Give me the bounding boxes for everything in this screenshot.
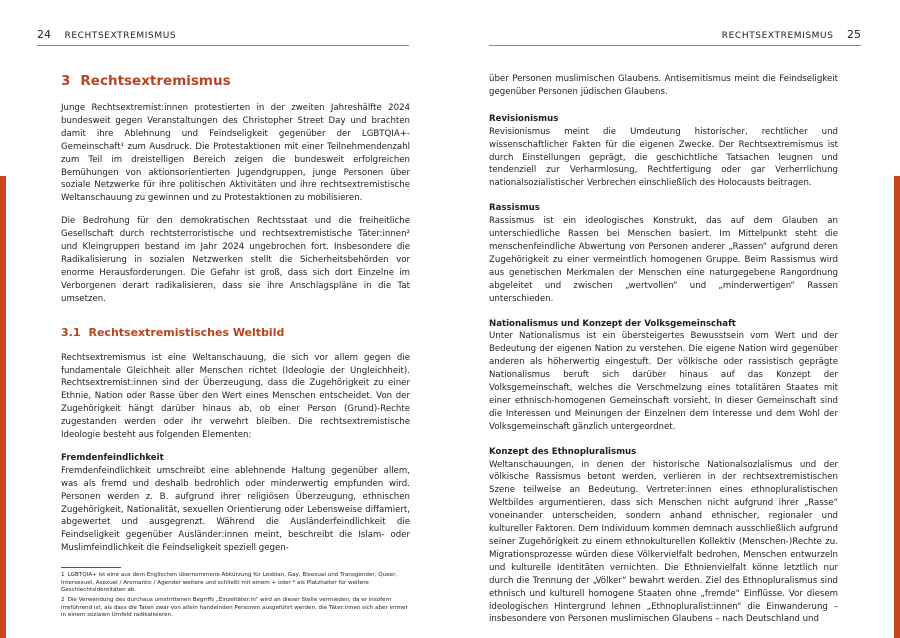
racism-block — [489, 202, 838, 305]
footnote-2 — [61, 597, 410, 620]
footnote-1 — [61, 572, 410, 595]
worldview-paragraph: Rechtsextremismus ist eine Weltanschauung, die sich vor allem gegen die fundamentale Gleichheit aller Menschen richtet (Ideologie der Ungleichheit). Rechtsextremist:innen sind der Überzeugung, dass die Zugehörigkeit zu einer Ethnie, Nation oder Rasse über den Wert eines Menschen entscheidet. Von der Zugehörigkeit hängt darüber hinaus ab, ob einer Person (Grund)-Rechte zugestanden werden oder ihr verwehrt bleiben. Die rechtsextremistische Ideologie besteht aus folgenden Elementen: — [61, 352, 410, 441]
threat-paragraph: Die Bedrohung für den demokratischen Rechtsstaat und die freiheitliche Gesellschaft durch rechtsterroristische und rechtsextremistische Täter:innen² und Kleingruppen bestand im Jahr 2024 ungebrochen fort. Insbesondere die Radikalisierung in sozialen Netzwerken stellt die Sicherheitsbehörden vor enorme Herausforderungen. Die Gefahr ist groß, dass sich dort Einzelne im Verborgenen derart radikalisieren, dass sie ihre Anschlagspläne in die Tat umsetzen. — [61, 216, 410, 304]
footnote-2-text: Die Verwendung des durchaus umstrittenen Begriffs „Einzeltäter:in“ wird an dieser Stelle vermieden, da er insofern irreführend ist, als dass die Taten zwar von allein handelnden Personen ausgeführt werden, die Täter:innen sich aber immer in einem sozialen Umfeld radikalisieren. — [61, 596, 408, 619]
left-running-title: RECHTSEXTREMISMUS — [64, 31, 177, 41]
footnote-separator — [61, 567, 121, 568]
racism-term: Rassismus — [489, 203, 540, 214]
nationalism-term: Nationalismus und Konzept der Volksgemeinschaft — [489, 318, 736, 329]
section-number: 3.1 — [61, 325, 81, 339]
right-page-number: 25 — [847, 28, 861, 41]
chapter-title: Rechtsextremismus — [80, 73, 231, 89]
revisionism-text: Revisionismus meint die Umdeutung historischer, rechtlicher und wissenschaftlicher Fakten für die eigenen Zwecke. Der Rechtsextremismus ist durch Einstellungen geprägt, die geschichtliche Tatsachen leugnen und tendenziell zur Verharmlosung, Rechtfertigung oder gar Verherrlichung nationalsozialistischer Verbrechen einschließlich des Holocausts beitragen. — [489, 126, 838, 189]
intro-paragraph: Junge Rechtsextremist:innen protestierten in der zweiten Jahreshälfte 2024 bundesweit gegen Veranstaltungen des Christopher Street Day und brachten damit ihre Ablehnung und Feindseligkeit gegenüber der LGBTQIA+-Gemeinschaft¹ zum Ausdruck. Die Protestaktionen mit einer Teilnehmendenzahl zum Teil im dreistelligen Bereich zeigen die bundesweit erfolgreichen Bemühungen von aktionsorientierten Jugendgruppen, junge Personen über soziale Netzwerke für ihre politischen Aktivitäten und ihre rechtsextremistische Weltanschauung zu gewinnen und zu Protestaktionen zu mobilisieren. — [61, 103, 410, 204]
continuation-paragraph: über Personen muslimischen Glaubens. Antisemitismus meint die Feindseligkeit gegenüber Personen jüdischen Glaubens. — [489, 74, 838, 97]
footnote-1-mark: 1 — [61, 572, 65, 579]
nationalism-text: Unter Nationalismus ist ein übersteigertes Bewusstsein vom Wert und der Bedeutung der eigenen Nation zu verstehen. Die eigene Nation wird gegenüber anderen als höherwertig eingestuft. Der völkische oder rassistisch geprägte Nationalismus beruft sich darüber hinaus auf das Konzept der Volksgemeinschaft, welches die Verschmelzung eines totalitären Staates mit einer ethnisch-homogenen Gemeinschaft vorsieht. In dieser Gemeinschaft sind die Interessen und Meinungen der Einzelnen dem Interesse und dem Wohl der Volksgemeinschaft gänzlich untergeordnet. — [489, 331, 838, 432]
left-page-number: 24 — [37, 28, 51, 41]
right-edge-accent-bar — [894, 176, 900, 638]
xenophobia-block — [61, 452, 410, 555]
right-page-body — [489, 73, 838, 638]
footnote-2-mark: 2 — [61, 596, 65, 603]
footnote-1-text: LGBTQIA+ ist eine aus dem Englischen übernommene Abkürzung für Lesbian, Gay, Bisexual und Transgender, Queer, Intersexuel, Asexuel / Aromantic / Agender weitere und schließt mit einem + oder * als Platzhalter für weitere Geschlechtsidentitäten ab. — [61, 572, 398, 594]
left-header-rule — [37, 45, 409, 46]
right-header-rule — [489, 45, 861, 46]
right-page-header — [489, 28, 861, 44]
ethnopluralism-block — [489, 446, 838, 627]
revisionism-term: Revisionismus — [489, 113, 559, 124]
ethnopluralism-term: Konzept des Ethnopluralismus — [489, 446, 637, 457]
left-page-header — [37, 28, 409, 44]
xenophobia-term: Fremdenfeindlichkeit — [61, 452, 164, 463]
xenophobia-text: Fremdenfeindlichkeit umschreibt eine ablehnende Haltung gegenüber allem, was als fremd und deshalb bedrohlich oder minderwertig empfunden wird. Personen werden z. B. aufgrund ihrer religiösen Überzeugung, ethnischen Zugehörigkeit, Nationalität, sexuellen Orientierung oder Lebensweise diffamiert, abgewertet und ausgegrenzt. Während die Ausländerfeindlichkeit die Feindseligkeit gegenüber Ausländer:innen meint, beschreibt die Islam- oder Muslimfeindlichkeit die Feindseligkeit speziell gegen- — [61, 465, 410, 554]
section-title: Rechtsextremistisches Weltbild — [88, 325, 285, 339]
left-page-body — [61, 72, 410, 622]
racism-text: Rassismus ist ein ideologisches Konstrukt, das auf dem Glauben an unterschiedliche Rassen bei Menschen basiert. Im Mittelpunkt steht die menschenfeindliche Abwertung von Personen anderer „Rassen“ aufgrund deren Zugehörigkeit zu einer vermeintlich homogenen Gruppe. Beim Rassismus wird aus genetischen Merkmalen der Menschen eine naturgegebene Rangordnung abgeleitet und zwischen „wertvollen“ und „minderwertigen“ Rassen unterschieden. — [489, 216, 838, 304]
ethnopluralism-text: Weltanschauungen, in denen der historische Nationalsozialismus und der völkische Rassismus betont werden, verlieren in der rechtsextremistischen Szene teilweise an Bedeutung. Vertreter:innen eines ethnopluralistischen Weltbildes argumentieren, dass sich Menschen nicht aufgrund ihrer „Rasse“ voneinander unterscheiden, sondern anhand ethnischer, regionaler und kultureller Faktoren. Dem Individuum kommen demnach ausschließlich aufgrund seiner Zugehörigkeit zu einem ethnokulturellen Kollektiv (Menschen-)Rechte zu. Migrationsprozesse würden diese Völkervielfalt bedrohen, Menschen entwurzeln und kulturelle Identitäten vernichten. Die Ethnienvielfalt könne letztlich nur durch die Trennung der „Völker“ bewahrt werden. Ziel des Ethnopluralismus sind ethnisch und kulturell homogene Staaten ohne „fremde“ Einflüsse. Vor diesem ideologischen Hintergrund lehnen „Ethnopluralist:innen“ die Einwanderung – insbesondere von Personen muslimischen Glaubens – nach Deutschland und — [489, 459, 838, 625]
revisionism-block — [489, 113, 838, 190]
nationalism-block — [489, 318, 838, 434]
chapter-number: 3 — [61, 73, 71, 89]
section-heading — [61, 326, 410, 340]
chapter-heading — [61, 72, 410, 90]
left-edge-accent-bar — [0, 176, 6, 638]
right-running-title: RECHTSEXTREMISMUS — [721, 31, 834, 41]
